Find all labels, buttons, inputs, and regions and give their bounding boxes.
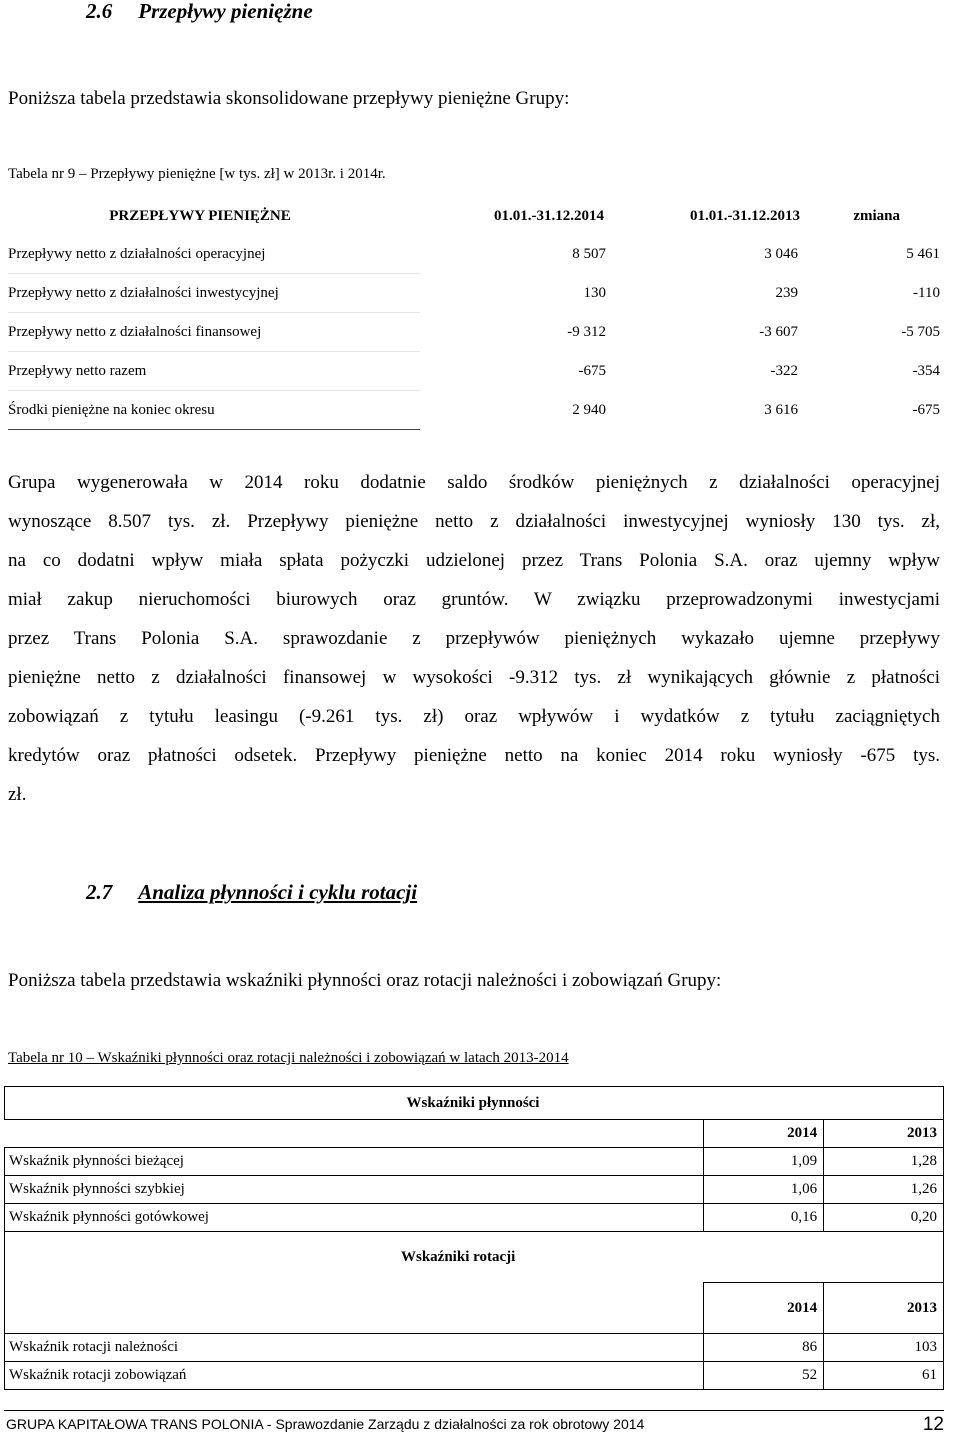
cell-2014: 8 507	[572, 245, 606, 262]
paragraph-line: przez Trans Polonia S.A. sprawozdanie z przepływów pieniężnych wykazało ujemne przepływy	[8, 628, 940, 649]
cell-2013: 0,20	[824, 1204, 944, 1232]
year-header-row	[5, 1283, 944, 1334]
footer-divider	[4, 1410, 944, 1411]
paragraph-line: zł.	[8, 784, 27, 805]
cell-2014: 52	[704, 1362, 824, 1390]
year-header: 2014	[704, 1120, 824, 1148]
section-number: 2.6	[86, 0, 113, 23]
section-number: 2.7	[86, 880, 113, 904]
intro-paragraph-cash-flows: Poniższa tabela przedstawia skonsolidowane przepływy pieniężne Grupy:	[8, 88, 570, 109]
row-label: Przepływy netto z działalności operacyjnej	[8, 235, 420, 274]
table-header-row	[8, 197, 946, 235]
cell-change: -675	[912, 401, 940, 418]
cell-change: -354	[912, 362, 940, 379]
cell-2014: 130	[583, 284, 606, 301]
cell-2014: 86	[704, 1334, 824, 1362]
table-row	[5, 1204, 944, 1232]
row-label: Przepływy netto razem	[8, 352, 420, 391]
paragraph-line: zobowiązań z tytułu leasingu (-9.261 tys. zł) oraz wpływów i wydatków z tytułu zaciągniętych	[8, 706, 940, 727]
year-header-row	[5, 1120, 944, 1148]
section-row	[5, 1232, 944, 1283]
liquidity-rotation-table	[4, 1086, 944, 1390]
column-header: 01.01.-31.12.2014	[494, 207, 604, 224]
column-header: 01.01.-31.12.2013	[690, 207, 800, 224]
table-row	[5, 1176, 944, 1204]
intro-paragraph-liquidity: Poniższa tabela przedstawia wskaźniki płynności oraz rotacji należności i zobowiązań Grupy:	[8, 970, 722, 991]
cell-2013: 3 046	[764, 245, 798, 262]
section-title: Przepływy pieniężne	[138, 0, 313, 23]
cell-2013: 3 616	[764, 401, 798, 418]
section-row	[5, 1087, 944, 1120]
row-label: Wskaźnik płynności bieżącej	[5, 1148, 704, 1176]
paragraph-line: pieniężne netto z działalności finansowej w wysokości -9.312 tys. zł wynikających głównie z płatności	[8, 667, 940, 688]
cell-2013: 103	[824, 1334, 944, 1362]
cell-change: -5 705	[901, 323, 940, 340]
cell-change: -110	[913, 284, 940, 301]
cell-2014: 0,16	[704, 1204, 824, 1232]
paragraph-line: wynoszące 8.507 tys. zł. Przepływy pieniężne netto z działalności inwestycyjnej wyniosły 130 tys. zł,	[8, 511, 940, 532]
row-label: Przepływy netto z działalności finansowej	[8, 313, 420, 352]
blank-cell	[5, 1120, 704, 1148]
paragraph-line: Grupa wygenerowała w 2014 roku dodatnie saldo środków pieniężnych z działalności operacyjnej	[8, 472, 940, 493]
table-row	[5, 1334, 944, 1362]
table-10-caption: Tabela nr 10 – Wskaźniki płynności oraz rotacji należności i zobowiązań w latach 2013-2014	[8, 1050, 569, 1066]
year-header: 2014	[704, 1283, 824, 1334]
cell-2014: 2 940	[572, 401, 606, 418]
page-number: 12	[922, 1414, 944, 1435]
blank-cell	[5, 1283, 704, 1334]
cash-flow-table	[8, 197, 946, 430]
rotation-section-title: Wskaźniki rotacji	[5, 1232, 944, 1283]
table-row	[8, 352, 946, 391]
cell-2014: -675	[578, 362, 606, 379]
column-header: PRZEPŁYWY PIENIĘŻNE	[109, 207, 291, 224]
row-label: Wskaźnik płynności gotówkowej	[5, 1204, 704, 1232]
table-row	[8, 391, 946, 430]
cell-2013: -322	[770, 362, 798, 379]
section-title: Analiza płynności i cyklu rotacji	[138, 880, 418, 904]
cell-2014: 1,06	[704, 1176, 824, 1204]
table-9-caption: Tabela nr 9 – Przepływy pieniężne [w tys. zł] w 2013r. i 2014r.	[8, 166, 386, 182]
table-row	[8, 235, 946, 274]
paragraph-line: kredytów oraz płatności odsetek. Przepływy pieniężne netto na koniec 2014 roku wyniosły -675 tys.	[8, 745, 940, 766]
page-footer: GRUPA KAPITAŁOWA TRANS POLONIA - Sprawozdanie Zarządu z działalności za rok obrotowy 2014	[6, 1416, 645, 1432]
table-row	[5, 1148, 944, 1176]
table-row	[5, 1362, 944, 1390]
year-header: 2013	[824, 1283, 944, 1334]
cell-2013: 239	[775, 284, 798, 301]
row-label: Środki pieniężne na koniec okresu	[8, 391, 420, 430]
cell-2013: 1,26	[824, 1176, 944, 1204]
cell-2013: 1,28	[824, 1148, 944, 1176]
section-heading-liquidity	[86, 880, 417, 905]
row-label: Wskaźnik rotacji zobowiązań	[5, 1362, 704, 1390]
table-row	[8, 313, 946, 352]
row-label: Wskaźnik płynności szybkiej	[5, 1176, 704, 1204]
cell-change: 5 461	[906, 245, 940, 262]
row-label: Wskaźnik rotacji należności	[5, 1334, 704, 1362]
section-heading-cash-flows	[86, 0, 313, 24]
cell-2013: 61	[824, 1362, 944, 1390]
year-header: 2013	[824, 1120, 944, 1148]
table-row	[8, 274, 946, 313]
cell-2013: -3 607	[759, 323, 798, 340]
cell-2014: 1,09	[704, 1148, 824, 1176]
row-label: Przepływy netto z działalności inwestycyjnej	[8, 274, 420, 313]
column-header: zmiana	[853, 207, 900, 224]
paragraph-line: na co dodatni wpływ miała spłata pożyczki udzielonej przez Trans Polonia S.A. oraz ujemny wpływ	[8, 550, 940, 571]
cash-flow-commentary	[8, 463, 940, 814]
liquidity-section-title: Wskaźniki płynności	[5, 1087, 944, 1120]
paragraph-line: miał zakup nieruchomości biurowych oraz gruntów. W związku przeprowadzonymi inwestycjami	[8, 589, 940, 610]
cell-2014: -9 312	[567, 323, 606, 340]
